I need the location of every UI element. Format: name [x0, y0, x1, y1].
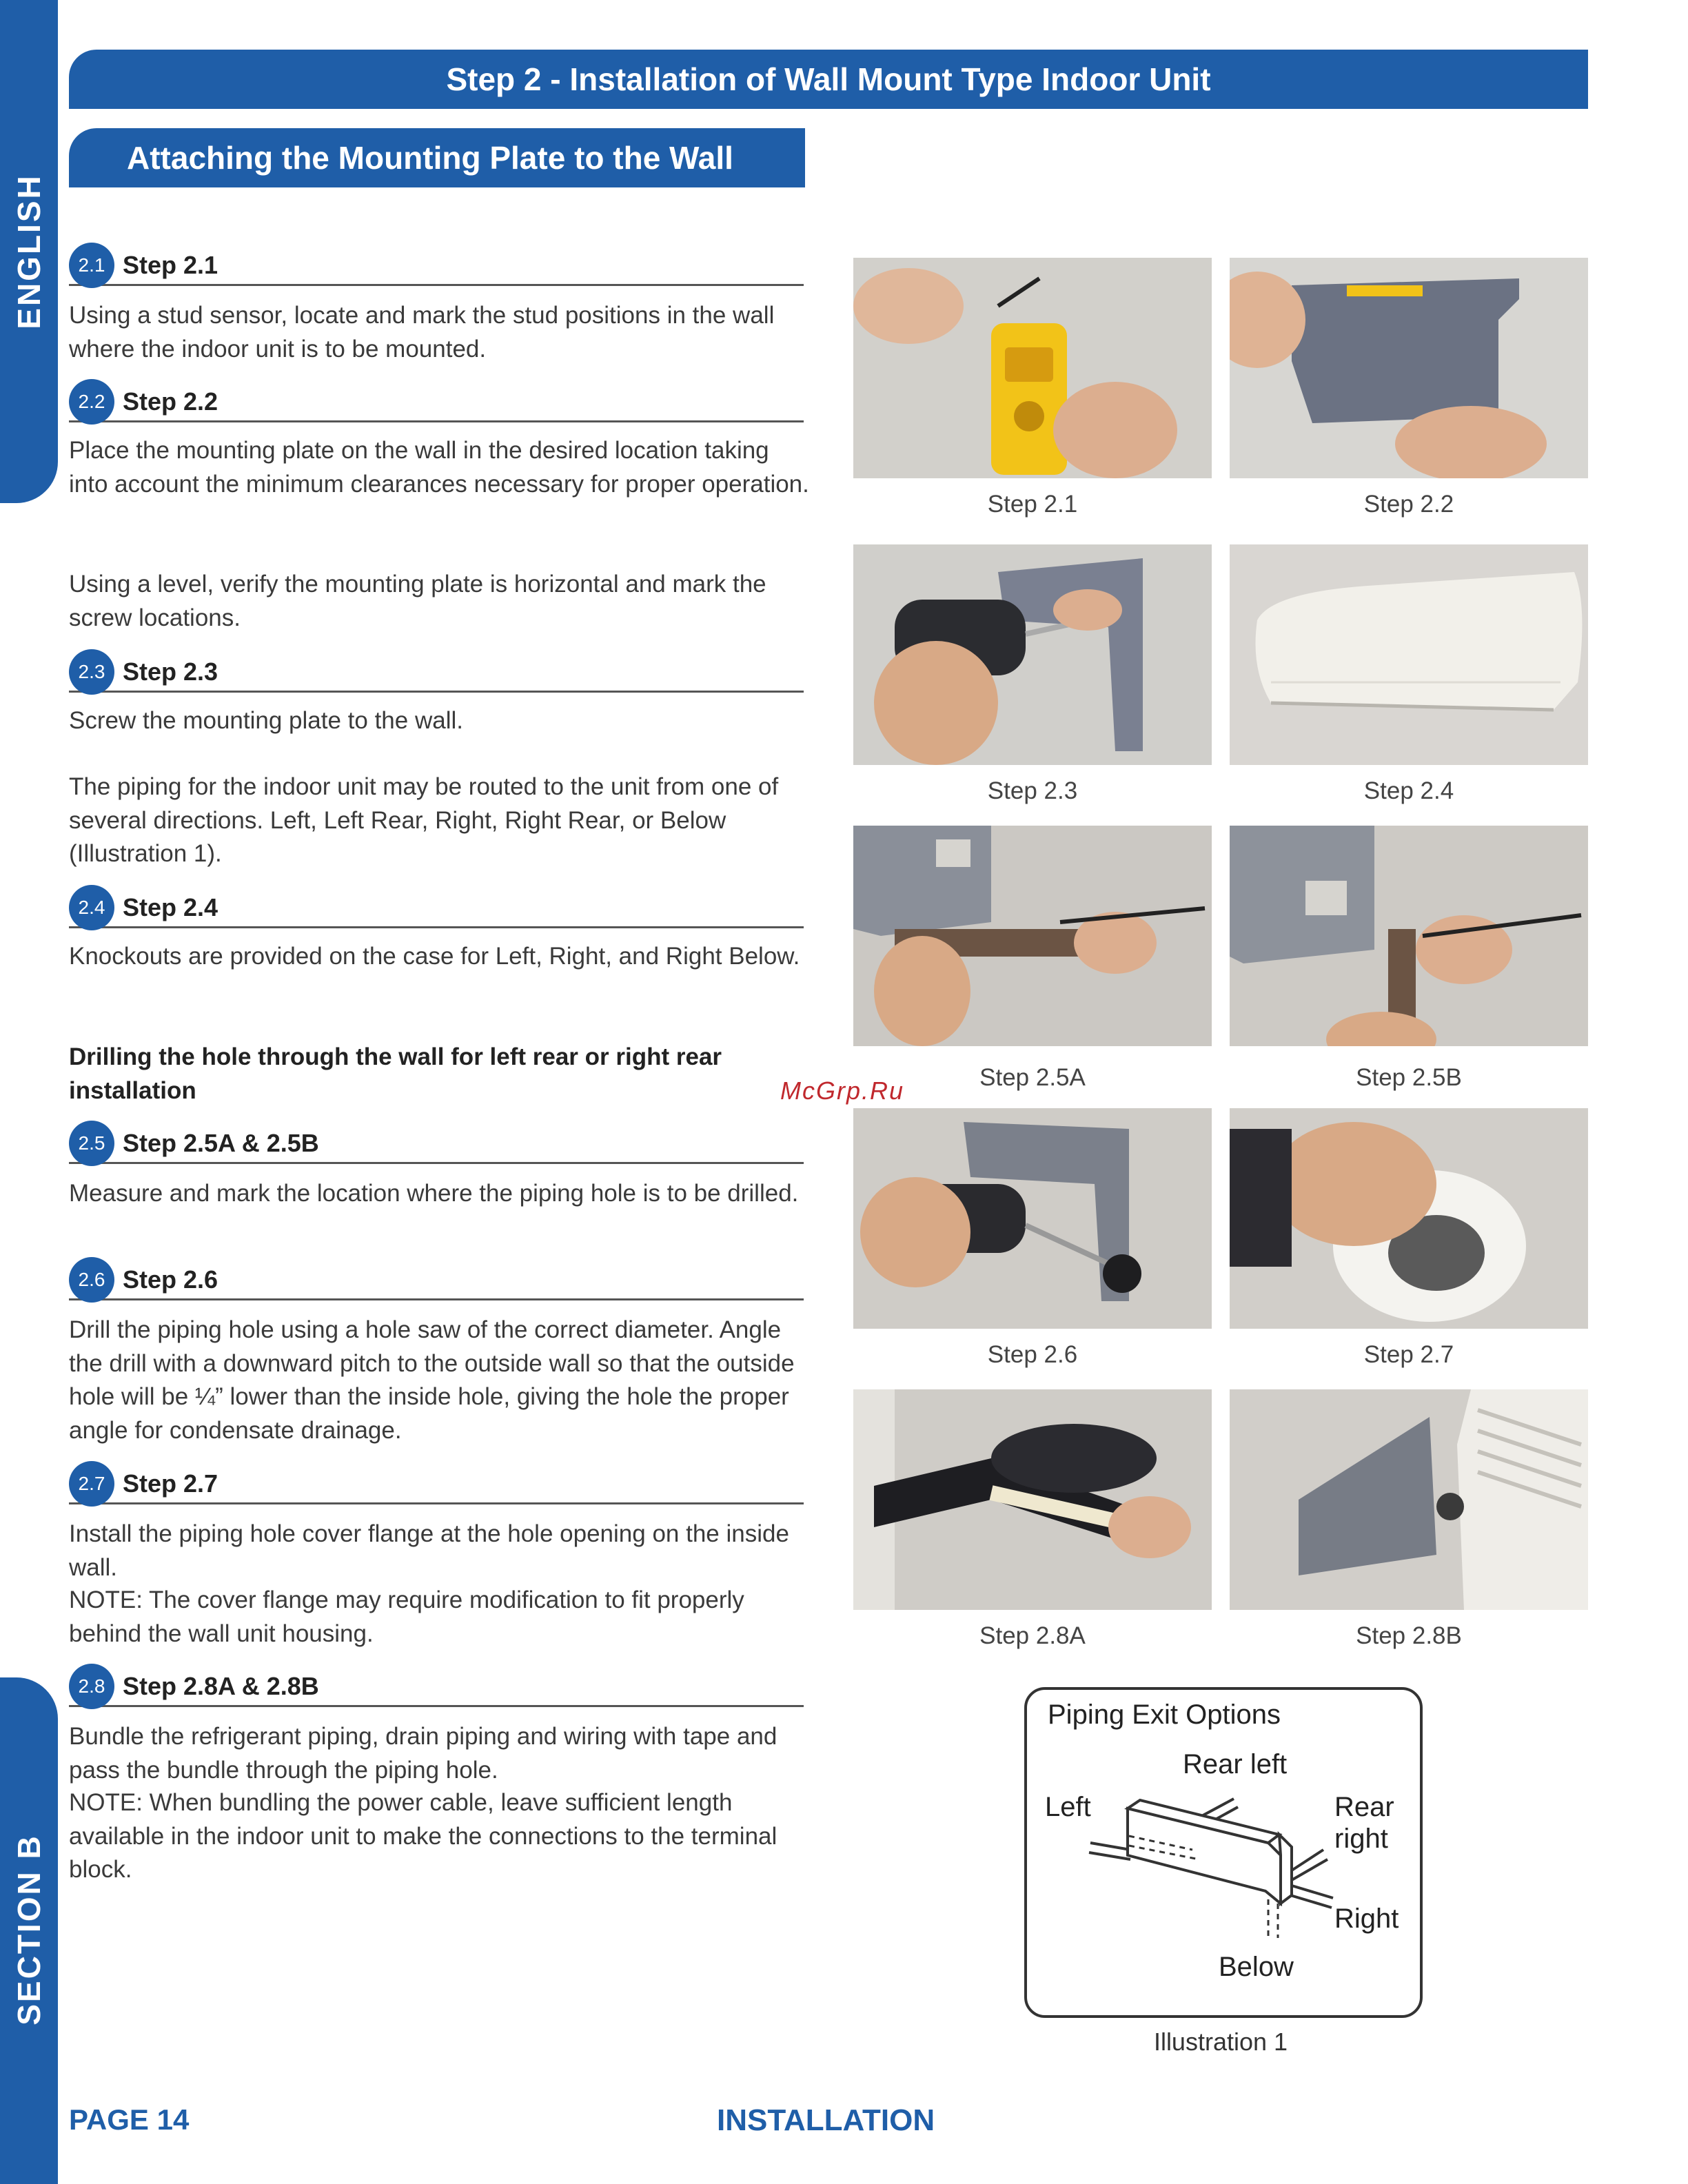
step-badge: 2.5 — [69, 1121, 114, 1166]
photo-caption: Step 2.1 — [987, 491, 1078, 518]
step-header-2-8 — [69, 1669, 804, 1707]
step-title: Step 2.5A & 2.5B — [123, 1129, 319, 1157]
step-title: Step 2.3 — [123, 657, 218, 686]
step-text: NOTE: The cover flange may require modification to fit properly behind the wall unit housing. — [69, 1586, 744, 1647]
step-header-2-2 — [69, 385, 804, 422]
step-text: Place the mounting plate on the wall in the desired location taking into account the minimum clearances necessary for proper operation. — [69, 437, 809, 498]
photo-caption: Step 2.6 — [987, 1341, 1078, 1368]
step-text: Using a stud sensor, locate and mark the stud positions in the wall where the indoor unit is to be mounted. — [69, 302, 775, 363]
photo-caption: Step 2.7 — [1363, 1341, 1454, 1368]
step-badge: 2.7 — [69, 1461, 114, 1507]
indoor-unit-photo — [1230, 544, 1588, 765]
sidebar-section-label: SECTION B — [11, 1834, 47, 2025]
drilling-subheading: Drilling the hole through the wall for left rear or right rear installation — [69, 1043, 722, 1104]
drill-screw-photo — [853, 544, 1212, 765]
illustration-caption: Illustration 1 — [1153, 2028, 1288, 2056]
photo-caption: Step 2.8A — [979, 1622, 1086, 1649]
step-badge: 2.1 — [69, 243, 114, 288]
step-header-2-4 — [69, 890, 804, 928]
photo-caption: Step 2.4 — [1363, 777, 1454, 804]
photo-caption: Step 2.5B — [1356, 1064, 1462, 1091]
step-badge: 2.6 — [69, 1257, 114, 1303]
step-text: The piping for the indoor unit may be routed to the unit from one of several directions. Left, Left Rear, Right, Right Rear, or Below (Illustration 1). — [69, 773, 779, 867]
watermark: McGrp.Ru — [780, 1076, 905, 1105]
hole-saw-drill-photo — [853, 1108, 1212, 1329]
step-title: Step 2.8A & 2.8B — [123, 1672, 319, 1700]
step-text: NOTE: When bundling the power cable, leave sufficient length available in the indoor unit to make the connections to the terminal block. — [69, 1789, 777, 1883]
step-header-2-7 — [69, 1467, 804, 1504]
sidebar-language-tab — [0, 0, 58, 503]
label-rear-left: Rear left — [1183, 1749, 1288, 1779]
sidebar-language-label: ENGLISH — [11, 174, 47, 329]
step-header-2-1 — [69, 248, 804, 286]
mounting-plate-level-photo — [1230, 258, 1588, 478]
step-text: Install the piping hole cover flange at the hole opening on the inside wall. — [69, 1520, 789, 1581]
step-title: Step 2.4 — [123, 893, 218, 921]
step-badge: 2.4 — [69, 885, 114, 930]
step-text: Screw the mounting plate to the wall. — [69, 707, 463, 734]
step-title: Step 2.6 — [123, 1265, 218, 1294]
footer-section-title: INSTALLATION — [717, 2103, 935, 2137]
pipe-bundle-photo — [853, 1389, 1212, 1610]
step-header-2-6 — [69, 1263, 804, 1300]
section-subtitle: Attaching the Mounting Plate to the Wall — [69, 128, 805, 187]
photo-caption: Step 2.5A — [979, 1064, 1086, 1091]
piping-exit-illustration — [1024, 1687, 1423, 2018]
page-number: PAGE 14 — [69, 2103, 190, 2136]
sidebar-section-tab — [0, 1677, 58, 2184]
step-title: Step 2.1 — [123, 251, 218, 279]
step-header-2-5 — [69, 1126, 804, 1164]
step-text: Drill the piping hole using a hole saw of the correct diameter. Angle the drill with a downward pitch to the outside wall so that the outside hole will be ¼” lower than the inside hole, giving the hole the proper angle for condensate drainage. — [69, 1316, 795, 1444]
stud-sensor-photo — [853, 258, 1212, 478]
photo-caption: Step 2.2 — [1363, 491, 1454, 518]
photo-caption: Step 2.8B — [1356, 1622, 1462, 1649]
step-text: Using a level, verify the mounting plate is horizontal and mark the screw locations. — [69, 571, 766, 631]
mark-hole-photo — [1230, 826, 1588, 1046]
unit-diagram-icon — [1027, 1690, 1420, 2015]
mark-hole-photo — [853, 826, 1212, 1046]
step-header-2-3 — [69, 655, 804, 693]
page-title: Step 2 - Installation of Wall Mount Type Indoor Unit — [69, 50, 1588, 109]
label-below: Below — [1219, 1952, 1294, 1982]
step-title: Step 2.7 — [123, 1469, 218, 1498]
label-left: Left — [1045, 1792, 1091, 1822]
label-right-rear: right — [1334, 1824, 1388, 1854]
step-text: Knockouts are provided on the case for Left, Right, and Right Below. — [69, 943, 800, 970]
step-badge: 2.3 — [69, 649, 114, 695]
photo-caption: Step 2.3 — [987, 777, 1078, 804]
label-rear: Rear — [1334, 1792, 1394, 1822]
illustration-title: Piping Exit Options — [1048, 1700, 1281, 1730]
step-badge: 2.2 — [69, 379, 114, 425]
label-right: Right — [1334, 1904, 1399, 1934]
step-text: Bundle the refrigerant piping, drain piping and wiring with tape and pass the bundle through the piping hole. — [69, 1723, 777, 1784]
step-title: Step 2.2 — [123, 387, 218, 416]
unit-hang-photo — [1230, 1389, 1588, 1610]
step-badge: 2.8 — [69, 1664, 114, 1709]
step-text: Measure and mark the location where the piping hole is to be drilled. — [69, 1180, 799, 1207]
cover-flange-photo — [1230, 1108, 1588, 1329]
